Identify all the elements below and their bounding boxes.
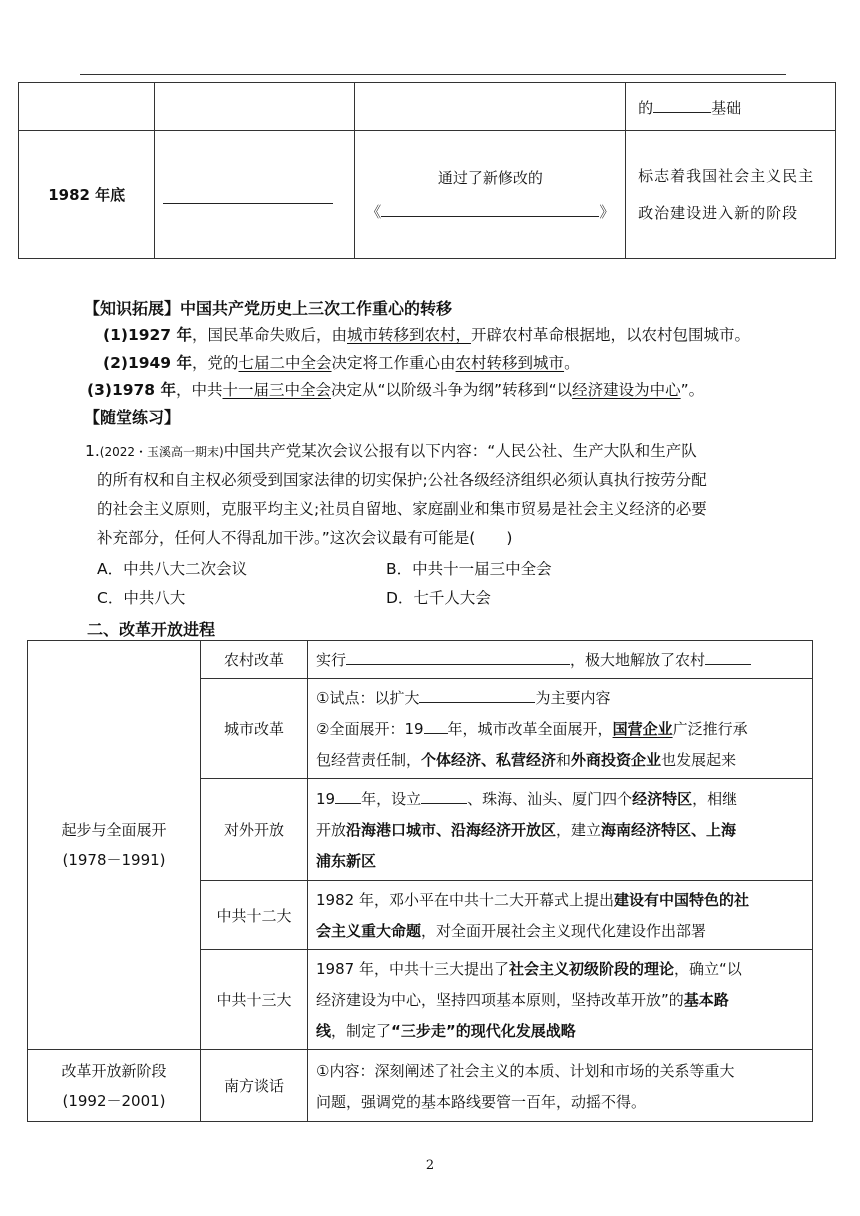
time-cell: 1982 年底 <box>19 131 155 259</box>
row-content: 1982 年，邓小平在中共十二大开幕式上提出建设有中国特色的社 会主义重大命题，对全面开展社会主义现代化建设作出部署 <box>308 881 813 950</box>
row-label: 南方谈话 <box>201 1050 308 1122</box>
table-row <box>19 131 836 259</box>
option-c: C．中共八大 <box>97 589 186 607</box>
fill-blank <box>705 648 751 665</box>
cell-text: 通过了新修改的 <box>437 168 543 187</box>
practice-heading: 【随堂练习】 <box>84 408 181 427</box>
row-label: 对外开放 <box>201 779 308 881</box>
question-line: 1.(2022・玉溪高一期末)中国共产党某次会议公报有以下内容：“人民公社、生产大队和生产队 <box>85 442 697 460</box>
phase-cell: 起步与全面展开 (1978－1991) <box>28 641 201 1050</box>
expansion-item-1: (1)1927 年，国民革命失败后，由城市转移到农村，开辟农村革命根据地，以农村包围城市。 <box>103 326 751 344</box>
fill-blank <box>421 787 467 804</box>
option-b: B．中共十一届三中全会 <box>386 560 552 578</box>
table-cell <box>19 83 155 131</box>
fill-blank <box>653 96 711 113</box>
reform-process-table <box>27 640 813 1122</box>
fill-blank <box>419 686 535 703</box>
fill-blank <box>335 787 361 804</box>
page-number: 2 <box>425 1158 435 1173</box>
row-content: ①内容：深刻阐述了社会主义的本质、计划和市场的关系等重大 问题，强调党的基本路线要管一百年，动摇不得。 <box>308 1050 813 1122</box>
table-cell <box>626 83 836 131</box>
significance-cell: 标志着我国社会主义民主政治建设进入新的阶段 <box>626 131 836 259</box>
row-label: 农村改革 <box>201 641 308 679</box>
table-cell <box>355 83 626 131</box>
table-row <box>28 641 813 679</box>
row-content: 1987 年，中共十三大提出了社会主义初级阶段的理论，确立“以 经济建设为中心，坚持四项基本原则，坚持改革开放”的基本路 线，制定了“三步走”的现代化发展战略 <box>308 950 813 1050</box>
question-line: 补充部分，任何人不得乱加干涉。”这次会议最有可能是( ) <box>97 529 513 547</box>
cell-text: 《 <box>366 202 382 221</box>
option-a: A．中共八大二次会议 <box>97 560 248 578</box>
fill-blank <box>381 200 599 217</box>
row-content: 19 年，设立 、珠海、汕头、厦门四个经济特区，相继 开放沿海港口城市、沿海经济开放区，建立海南经济特区、上海 浦东新区 <box>308 779 813 881</box>
row-content: ①试点：以扩大 为主要内容 ②全面展开：19 年，城市改革全面展开，国营企业广泛推行承 包经营责任制，个体经济、私营经济和外商投资企业也发展起来 <box>308 679 813 779</box>
cell-text: 的 <box>638 98 654 117</box>
row-label: 中共十二大 <box>201 881 308 950</box>
table-row <box>28 1050 813 1122</box>
phase-cell: 改革开放新阶段 (1992－2001) <box>28 1050 201 1122</box>
fill-blank <box>346 648 570 665</box>
timeline-table-continued <box>18 82 836 259</box>
table-cell <box>155 131 355 259</box>
expansion-item-3: (3)1978 年，中共十一届三中全会决定从“以阶级斗争为纲”转移到“以经济建设为中心”。 <box>87 381 705 399</box>
option-d: D．七千人大会 <box>386 589 491 607</box>
cell-text: 》 <box>599 202 615 221</box>
question-line: 的社会主义原则，克服平均主义;社员自留地、家庭副业和集市贸易是社会主义经济的必要 <box>97 500 707 518</box>
fill-blank <box>163 187 333 204</box>
knowledge-expansion-heading: 【知识拓展】中国共产党历史上三次工作重心的转移 <box>84 299 453 318</box>
cell-text: 基础 <box>711 98 742 117</box>
question-line: 的所有权和自主权必须受到国家法律的切实保护;公社各级经济组织必须认真执行按劳分配 <box>97 471 707 489</box>
expansion-item-2: (2)1949 年，党的七届二中全会决定将工作重心由农村转移到城市。 <box>103 354 580 372</box>
row-label: 城市改革 <box>201 679 308 779</box>
header-rule <box>80 74 786 75</box>
section-heading: 二、改革开放进程 <box>87 620 216 639</box>
table-cell <box>155 83 355 131</box>
table-row <box>19 83 836 131</box>
row-label: 中共十三大 <box>201 950 308 1050</box>
row-content: 实行 ，极大地解放了农村 <box>308 641 813 679</box>
fill-blank <box>424 717 448 734</box>
table-cell <box>355 131 626 259</box>
